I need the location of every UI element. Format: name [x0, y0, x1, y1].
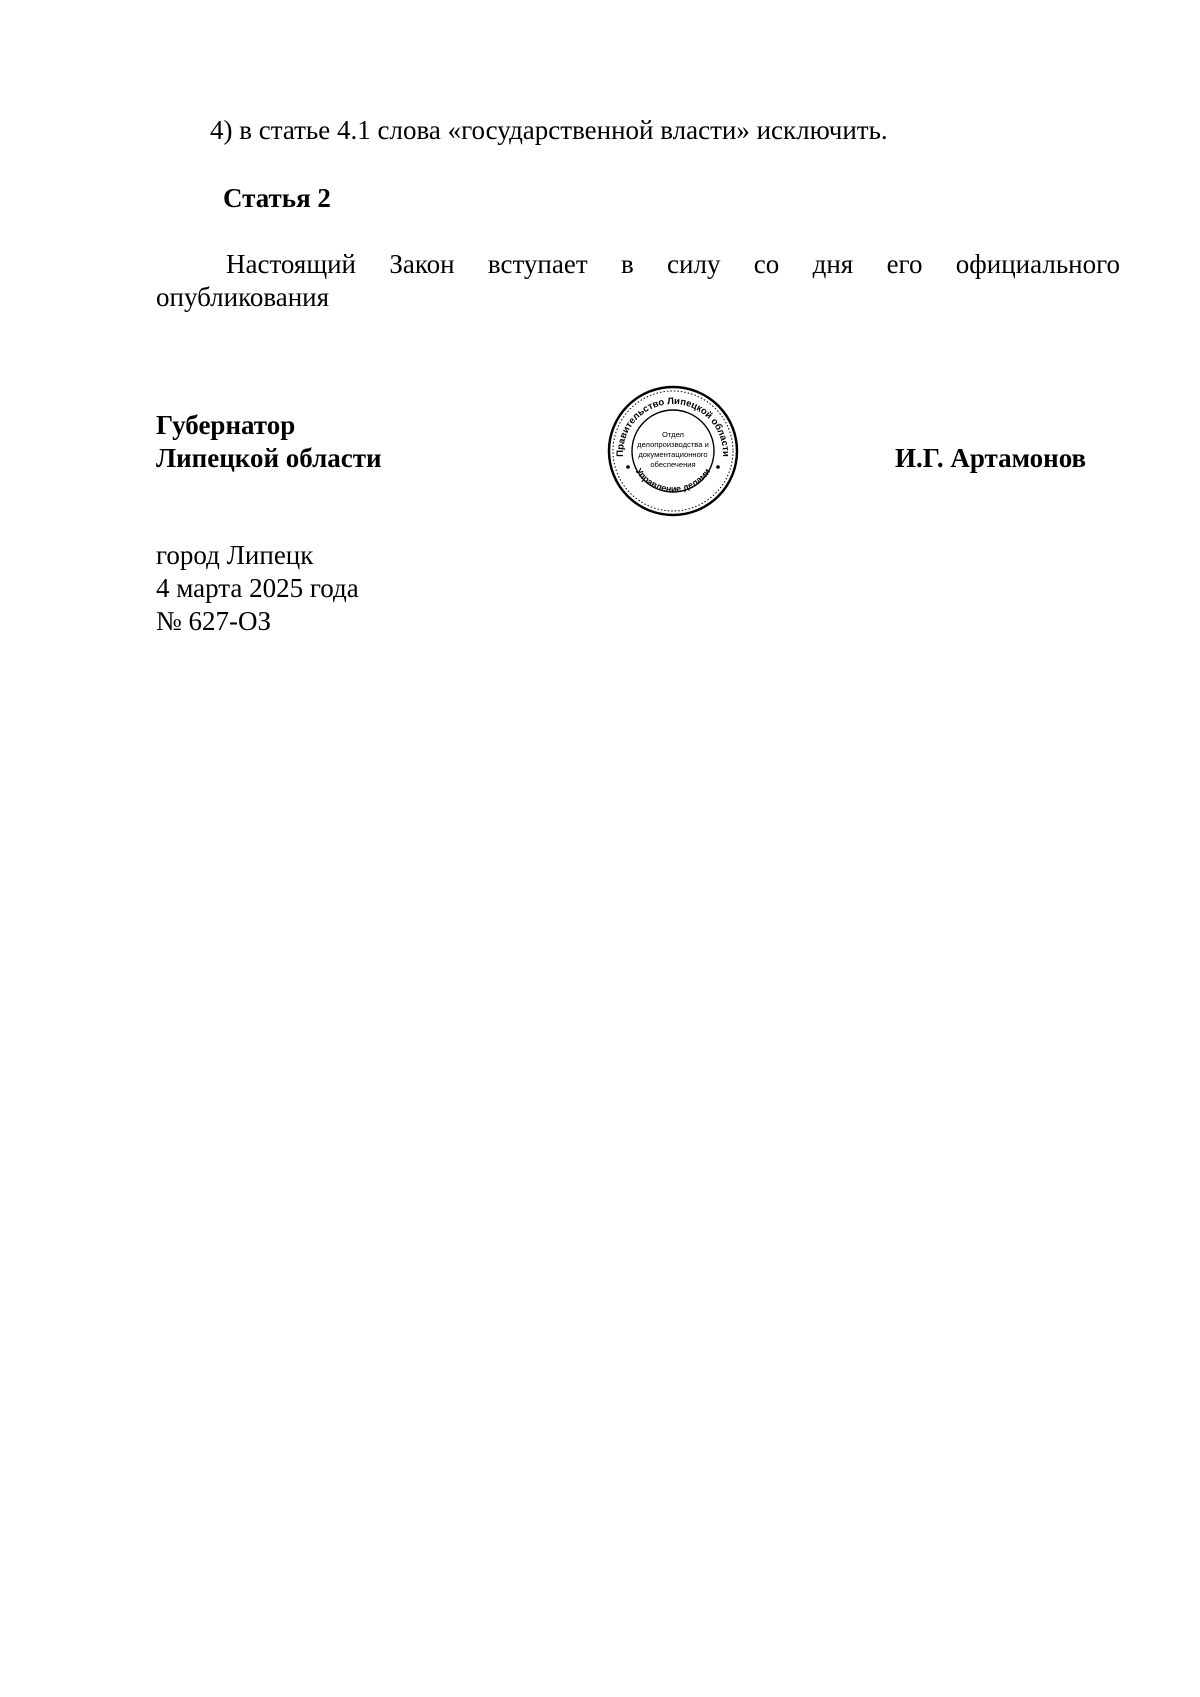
signer-title-line1: Губернатор: [156, 410, 296, 440]
stamp-inner-line-1: Отдел: [662, 430, 684, 439]
city: город Липецк: [156, 540, 314, 570]
stamp-inner-line-4: обеспечения: [650, 460, 696, 469]
document-date: 4 марта 2025 года: [156, 573, 359, 603]
svg-text:Управление делами: [634, 466, 712, 494]
article-text-line1: Настоящий Закон вступает в силу со дня его официального: [226, 249, 1120, 279]
article-text-line2: опубликования: [156, 282, 330, 312]
law-number: № 627-ОЗ: [156, 606, 272, 636]
stamp-star-right: [716, 465, 720, 469]
stamp-outer-text-bottom: Управление делами: [633, 466, 713, 495]
amendment-item-4: 4) в статье 4.1 слова «государственной власти» исключить.: [210, 115, 888, 145]
stamp-outer-text-top: Правительство Липецкой области: [614, 395, 732, 457]
stamp-star-left: [626, 465, 630, 469]
article-heading: Статья 2: [223, 183, 331, 213]
stamp-inner-line-3: документационного: [638, 450, 708, 459]
signer-name: И.Г. Артамонов: [895, 443, 1087, 473]
official-stamp: [606, 384, 740, 518]
signer-title-line2: Липецкой области: [156, 443, 382, 473]
stamp-inner-line-2: делопроизводства и: [637, 440, 709, 449]
